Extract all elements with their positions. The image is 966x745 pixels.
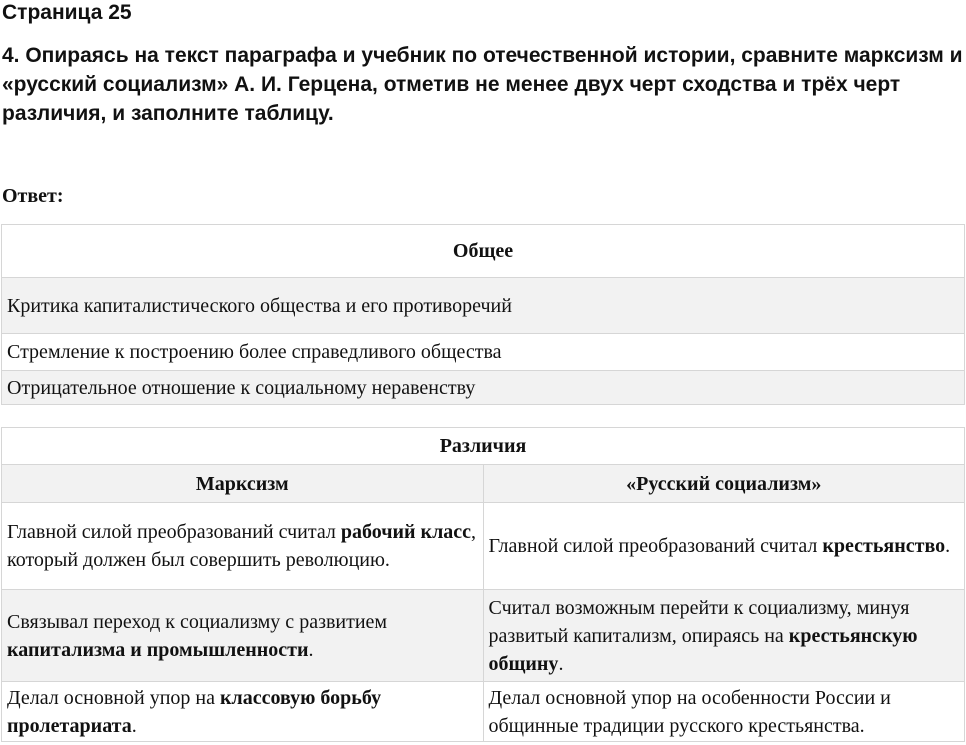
russian-socialism-cell — [483, 503, 965, 590]
table-header-row — [2, 225, 965, 278]
table-row — [2, 682, 965, 742]
cell-bold-text: рабочий класс — [340, 521, 472, 543]
table-row — [2, 371, 965, 405]
cell-text: Главной силой преобразований считал — [488, 535, 823, 557]
cell-text: . — [558, 652, 564, 675]
differences-header: Различия — [2, 428, 965, 465]
differences-table — [1, 427, 965, 742]
common-cell: Критика капиталистического общества и его противоречий — [2, 278, 965, 334]
cell-text: . — [308, 638, 314, 661]
cell-text: Главной силой преобразований считал — [7, 521, 341, 543]
table-subheader-row — [2, 465, 965, 503]
cell-text: . — [131, 714, 137, 737]
cell-text: Делал основной упор на особенности России и общинные традиции русского крестьянства. — [488, 686, 891, 737]
cell-text: . — [945, 535, 951, 557]
common-header: Общее — [2, 225, 965, 278]
table-row — [2, 503, 965, 590]
page-number-label: Страница 25 — [2, 1, 132, 24]
task-text: 4. Опираясь на текст параграфа и учебник по отечественной истории, сравните марксизм и «русский социализм» А. И. Герцена, отметив не менее двух черт сходства и трёх черт различия, и заполните таблицу. — [2, 44, 963, 125]
table-header-row — [2, 428, 965, 465]
marxism-cell — [2, 503, 484, 590]
marxism-cell — [2, 682, 484, 742]
common-table — [1, 224, 965, 405]
table-row — [2, 590, 965, 682]
marxism-cell — [2, 590, 484, 682]
marxism-column-header: Марксизм — [2, 465, 484, 503]
cell-bold-text: крестьянство — [822, 535, 946, 557]
table-row — [2, 278, 965, 334]
answer-label: Ответ: — [2, 185, 64, 207]
cell-bold-text: капитализма и промышленности — [7, 638, 309, 661]
russian-socialism-cell — [483, 682, 965, 742]
cell-text: Делал основной упор на — [7, 686, 220, 709]
cell-bold-text: классовую борьбу пролетариата — [7, 686, 382, 737]
russian-socialism-column-header: «Русский социализм» — [483, 465, 965, 503]
common-cell: Отрицательное отношение к социальному неравенству — [2, 371, 965, 405]
common-cell: Стремление к построению более справедливого общества — [2, 334, 965, 371]
cell-text: Связывал переход к социализму с развитием — [7, 610, 388, 633]
russian-socialism-cell — [483, 590, 965, 682]
table-row — [2, 334, 965, 371]
cell-bold-text: крестьянскую общину — [488, 624, 918, 675]
cell-text: , который должен был совершить революцию. — [7, 521, 477, 571]
cell-text: Считал возможным перейти к социализму, минуя развитый капитализм, опираясь на — [488, 596, 910, 647]
